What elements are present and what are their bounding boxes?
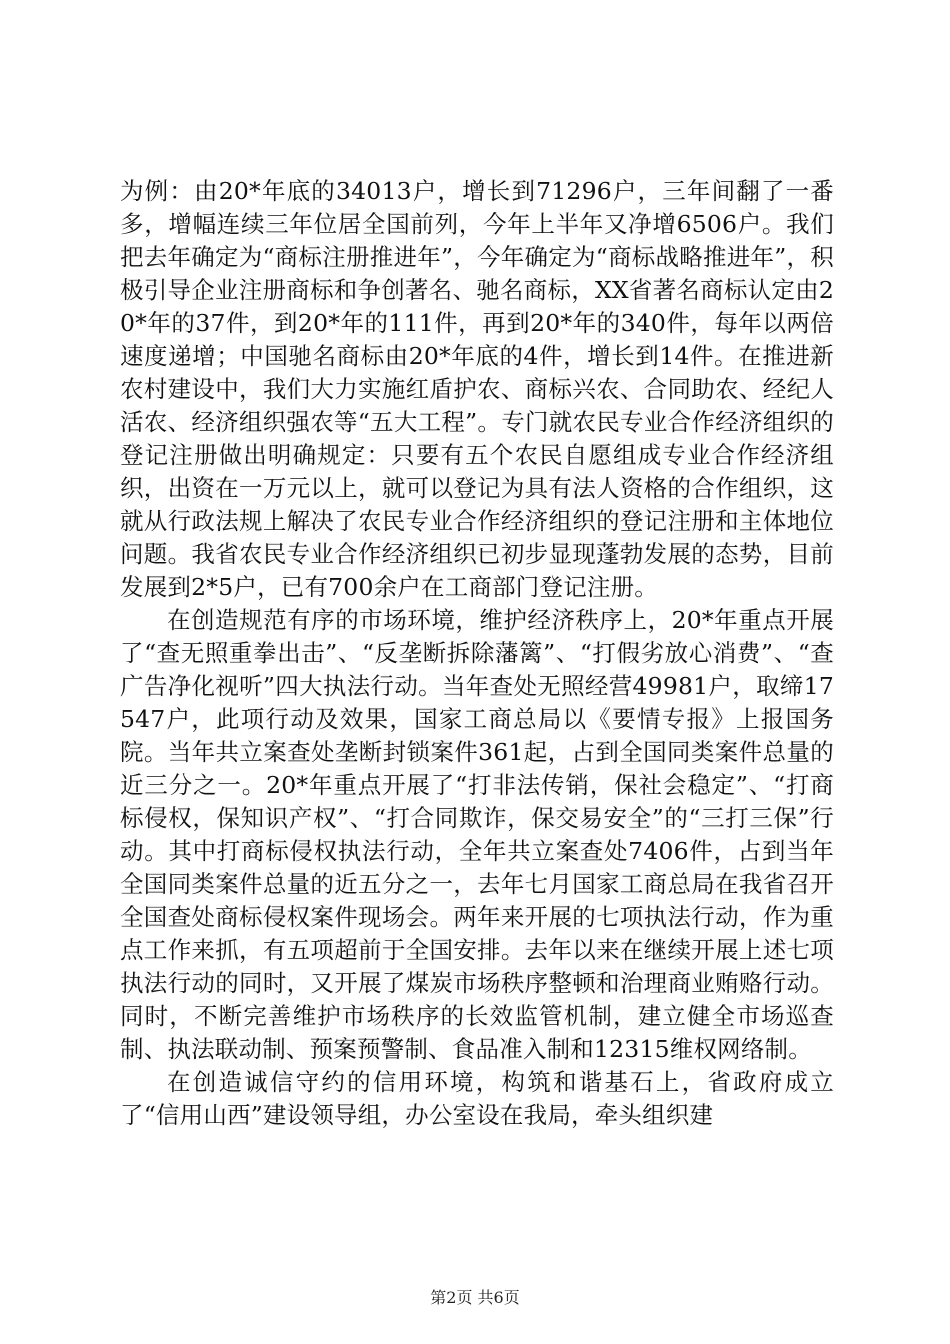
page-number-footer: 第2页 共6页	[430, 1288, 520, 1307]
paragraph-continuation: 为例：由20*年底的34013户，增长到71296户，三年间翻了一番多，增幅连续三年位居全国前列，今年上半年又净增6506户。我们把去年确定为“商标注册推进年”，今年确定为“商标战略推进年”，积极引导企业注册商标和争创著名、驰名商标，XX省著名商标认定由20*年的37件，到20*年的111件，再到20*年的340件，每年以两倍速度递增；中国驰名商标由20*年底的4件，增长到14件。在推进新农村建设中，我们大力实施红盾护农、商标兴农、合同助农、经纪人活农、经济组织强农等“五大工程”。专门就农民专业合作经济组织的登记注册做出明确规定：只要有五个农民自愿组成专业合作经济组织，出资在一万元以上，就可以登记为具有法人资格的合作组织，这就从行政法规上解决了农民专业合作经济组织的登记注册和主体地位问题。我省农民专业合作经济组织已初步显现蓬勃发展的态势，目前发展到2*5户，已有700余户在工商部门登记注册。	[120, 177, 834, 601]
document-body	[120, 175, 834, 1132]
paragraph-market-environment: 在创造规范有序的市场环境，维护经济秩序上，20*年重点开展了“查无照重拳出击”、“反垄断拆除藩篱”、“打假劣放心消费”、“查广告净化视听”四大执法行动。当年查处无照经营49981户，取缔17547户，此项行动及效果，国家工商总局以《要情专报》上报国务院。当年共立案查处垄断封锁案件361起，占到全国同类案件总量的近三分之一。20*年重点开展了“打非法传销，保社会稳定”、“打商标侵权，保知识产权”、“打合同欺诈，保交易安全”的“三打三保”行动。其中打商标侵权执法行动，全年共立案查处7406件，占到当年全国同类案件总量的近五分之一，去年七月国家工商总局在我省召开全国查处商标侵权案件现场会。两年来开展的七项执法行动，作为重点工作来抓，有五项超前于全国安排。去年以来在继续开展上述七项执法行动的同时，又开展了煤炭市场秩序整顿和治理商业贿赂行动。同时，不断完善维护市场秩序的长效监管机制，建立健全市场巡查制、执法联动制、预案预警制、食品准入制和12315维权网络制。	[120, 606, 834, 1063]
paragraph-credit-environment: 在创造诚信守约的信用环境，构筑和谐基石上，省政府成立了“信用山西”建设领导组，办公室设在我局，牵头组织建	[120, 1068, 834, 1129]
